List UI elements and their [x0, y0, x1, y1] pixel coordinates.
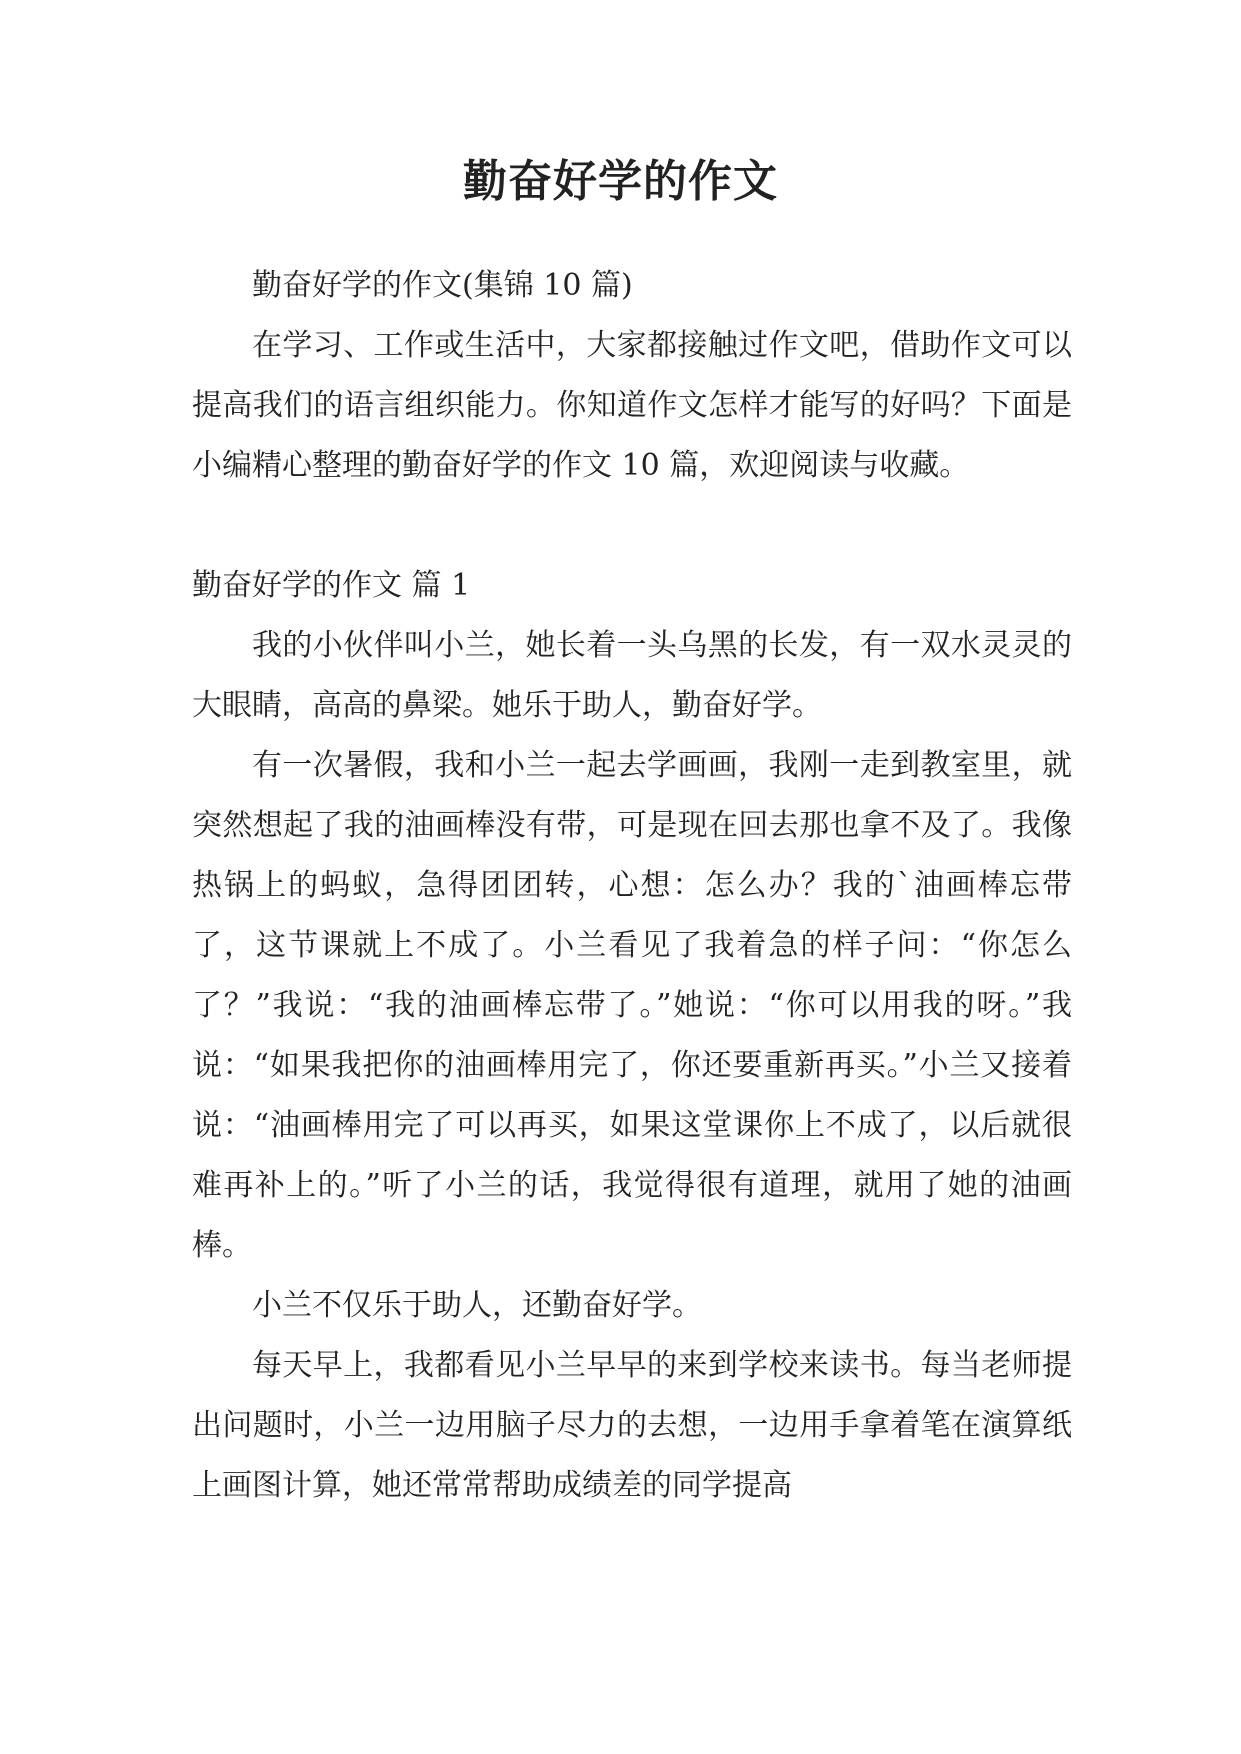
body-paragraph: 有一次暑假，我和小兰一起去学画画，我刚一走到教室里，就突然想起了我的油画棒没有带，可是现在回去那也拿不及了。我像热锅上的蚂蚁，急得团团转，心想：怎么办？我的`油画棒忘带了，这节课就上不成了。小兰看见了我着急的样子问：“你怎么了？”我说：“我的油画棒忘带了。”她说：“你可以用我的呀。”我说：“如果我把你的油画棒用完了，你还要重新再买。”小兰又接着说：“油画棒用完了可以再买，如果这堂课你上不成了，以后就很难再补上的。”听了小兰的话，我觉得很有道理，就用了她的油画棒。 — [192, 748, 1072, 1263]
section-heading: 勤奋好学的作文 篇 1 — [192, 568, 471, 603]
document-body — [192, 256, 1072, 1516]
body-paragraph: 我的小伙伴叫小兰，她长着一头乌黑的长发，有一双水灵灵的大眼睛，高高的鼻梁。她乐于助人，勤奋好学。 — [192, 628, 1072, 723]
body-paragraph: 每天早上，我都看见小兰早早的来到学校来读书。每当老师提出问题时，小兰一边用脑子尽力的去想，一边用手拿着笔在演算纸上画图计算，她还常常帮助成绩差的同学提高 — [192, 1348, 1072, 1503]
intro-paragraph: 在学习、工作或生活中，大家都接触过作文吧，借助作文可以提高我们的语言组织能力。你知道作文怎样才能写的好吗？下面是小编精心整理的勤奋好学的作文 10 篇，欢迎阅读与收藏。 — [192, 328, 1072, 483]
document-title: 勤奋好学的作文 — [463, 156, 778, 207]
body-paragraph: 小兰不仅乐于助人，还勤奋好学。 — [252, 1288, 702, 1323]
document-subtitle: 勤奋好学的作文(集锦 10 篇) — [252, 268, 633, 303]
